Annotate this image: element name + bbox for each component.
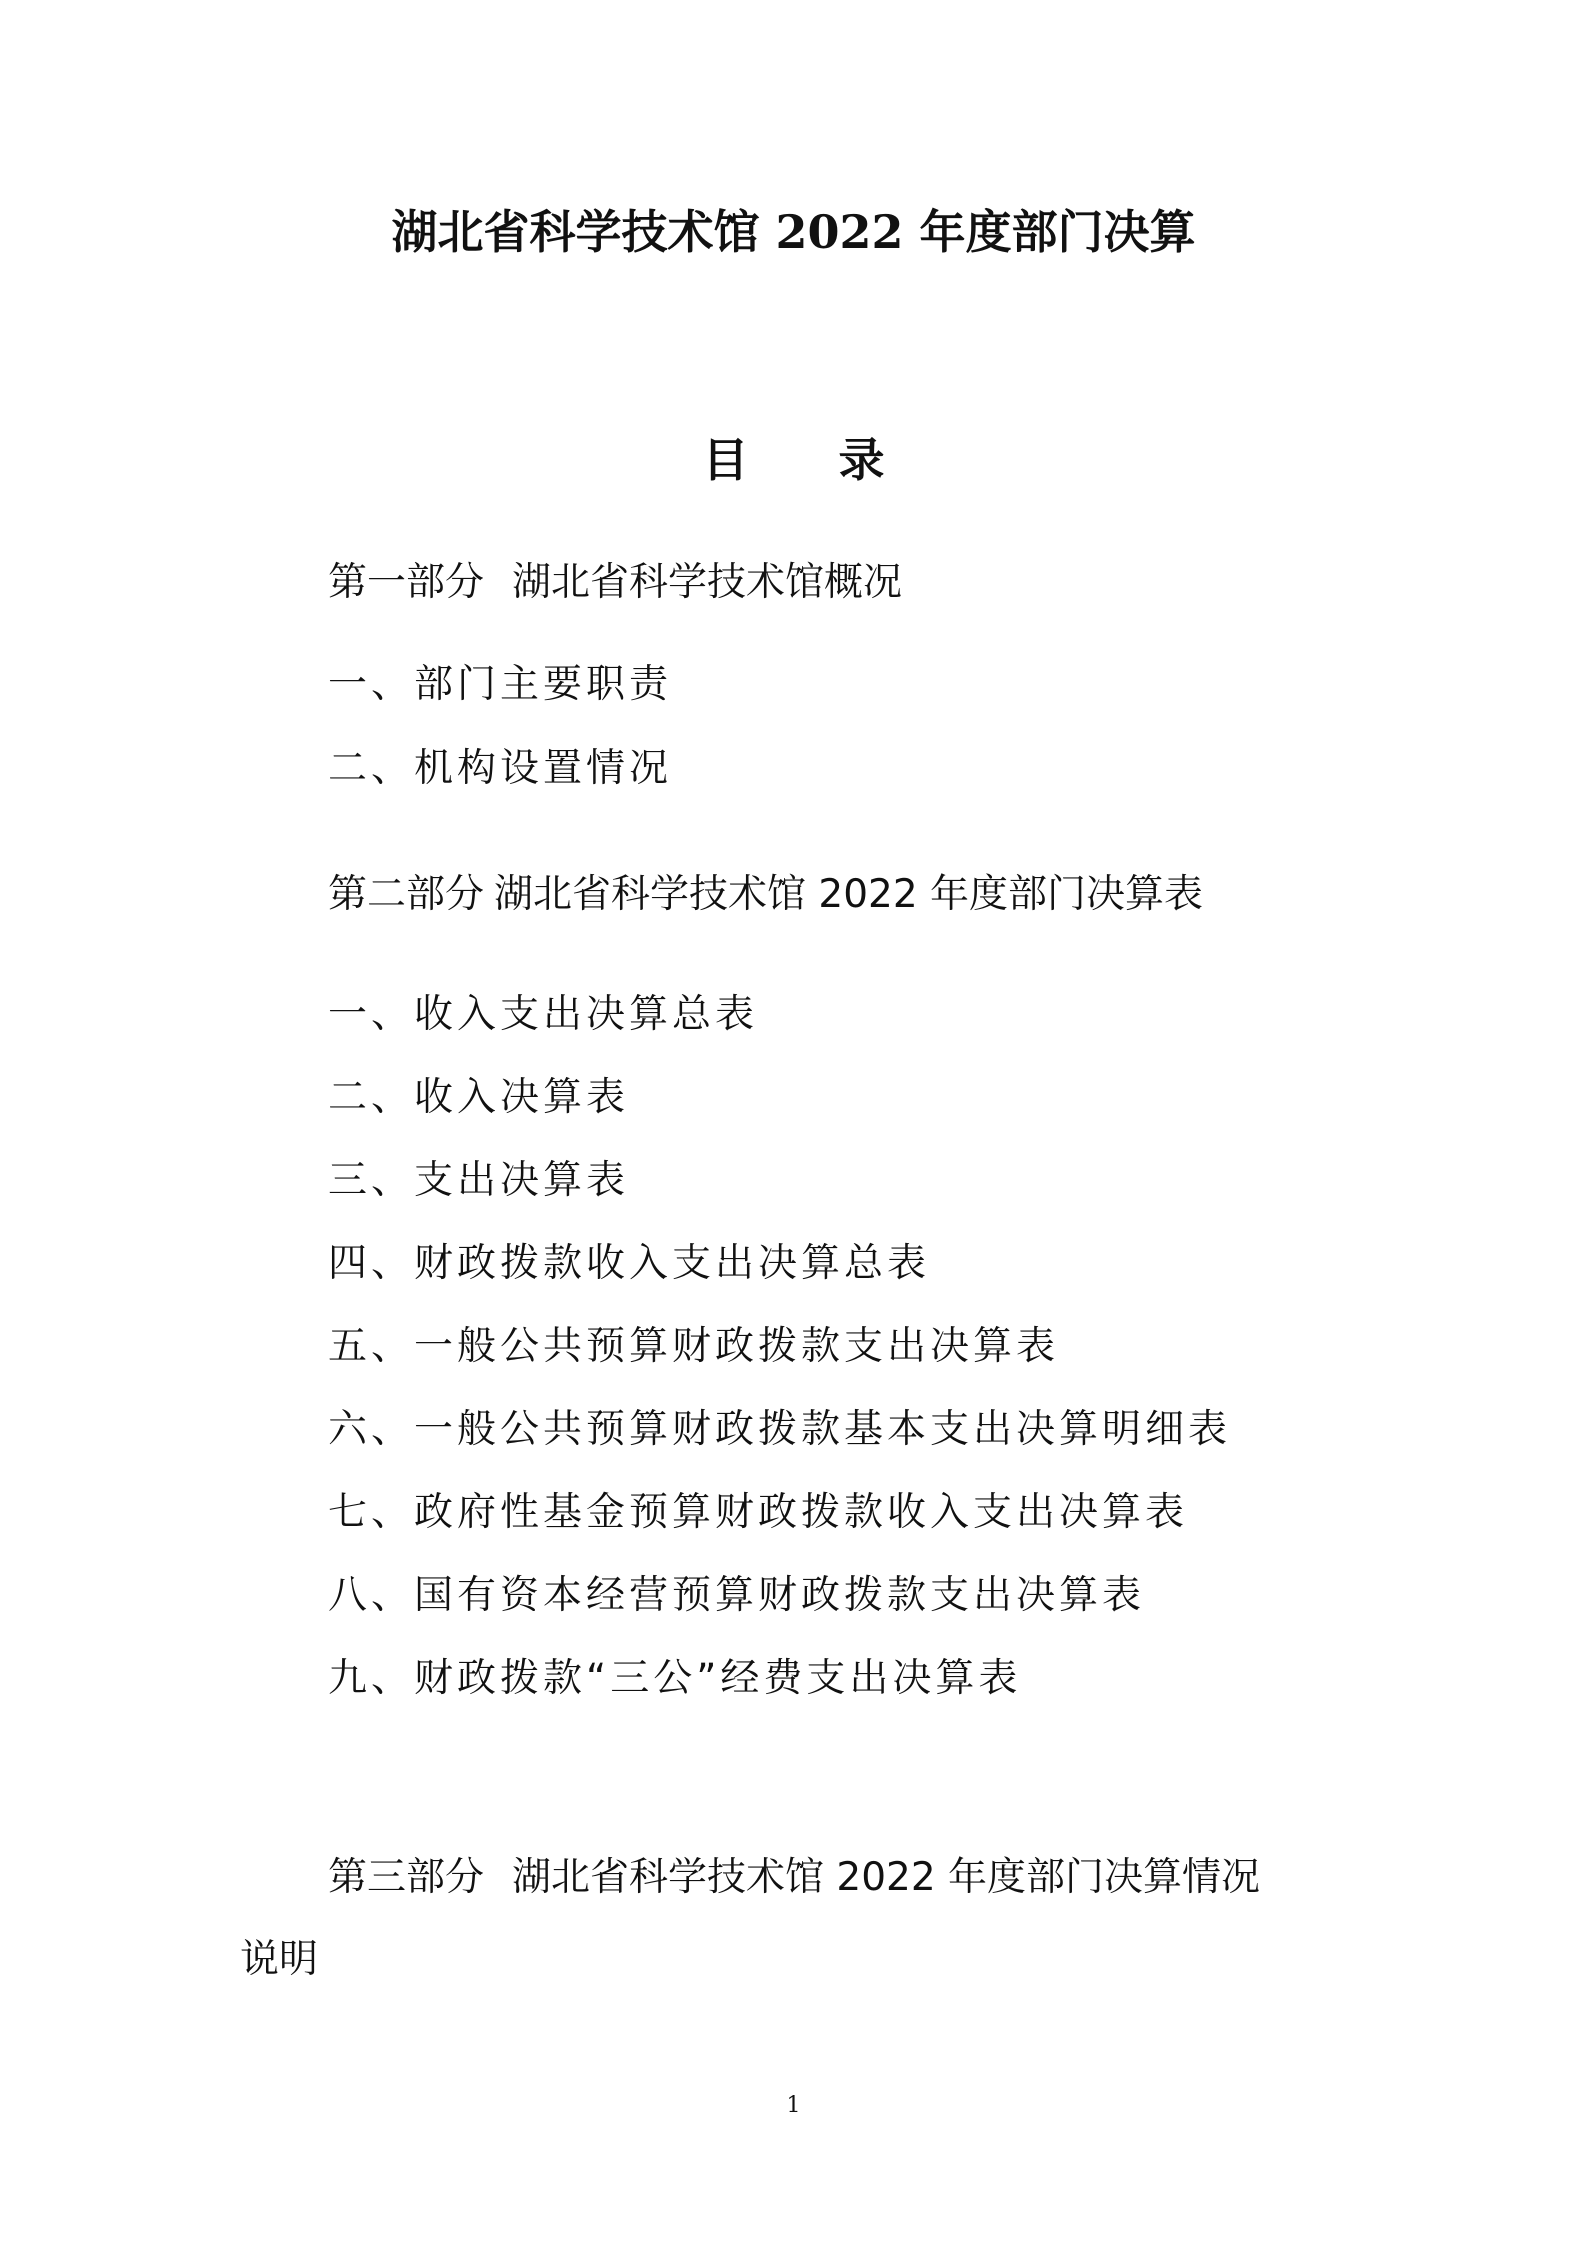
toc-item[interactable]: 七、政府性基金预算财政拨款收入支出决算表 bbox=[328, 1490, 1189, 1535]
toc-item[interactable]: 六、一般公共预算财政拨款基本支出决算明细表 bbox=[328, 1407, 1232, 1452]
part-2-label: 第二部分 bbox=[328, 872, 485, 917]
part-3-label: 第三部分 bbox=[328, 1855, 485, 1900]
page-number: 1 bbox=[786, 2093, 801, 2118]
toc-heading-left: 目 bbox=[702, 433, 749, 487]
toc-item[interactable]: 五、一般公共预算财政拨款支出决算表 bbox=[328, 1324, 1060, 1369]
part-2-title: 湖北省科学技术馆 2022 年度部门决算表 bbox=[494, 872, 1204, 917]
toc-item[interactable]: 四、财政拨款收入支出决算总表 bbox=[328, 1241, 931, 1286]
toc-item[interactable]: 一、部门主要职责 bbox=[328, 662, 673, 707]
part-3-heading[interactable] bbox=[328, 1853, 1260, 1903]
toc-item[interactable]: 八、国有资本经营预算财政拨款支出决算表 bbox=[328, 1573, 1146, 1618]
part-3-title-continued: 说明 bbox=[240, 1937, 319, 1982]
part-2-heading[interactable] bbox=[328, 870, 1203, 920]
toc-item[interactable]: 一、收入支出决算总表 bbox=[328, 992, 759, 1037]
toc-item[interactable]: 二、机构设置情况 bbox=[328, 746, 673, 791]
part-1-label: 第一部分 bbox=[328, 560, 485, 605]
part-1-heading[interactable] bbox=[328, 558, 902, 608]
part-3-title: 湖北省科学技术馆 2022 年度部门决算情况 bbox=[512, 1855, 1261, 1900]
part-1-title: 湖北省科学技术馆概况 bbox=[512, 560, 903, 605]
toc-item[interactable]: 九、财政拨款“三公”经费支出决算表 bbox=[328, 1656, 1022, 1701]
toc-heading-right: 录 bbox=[838, 433, 885, 487]
toc-heading bbox=[0, 430, 1587, 490]
toc-item[interactable]: 二、收入决算表 bbox=[328, 1075, 630, 1120]
toc-item[interactable]: 三、支出决算表 bbox=[328, 1158, 630, 1203]
document-title: 湖北省科学技术馆 2022 年度部门决算 bbox=[391, 205, 1196, 259]
